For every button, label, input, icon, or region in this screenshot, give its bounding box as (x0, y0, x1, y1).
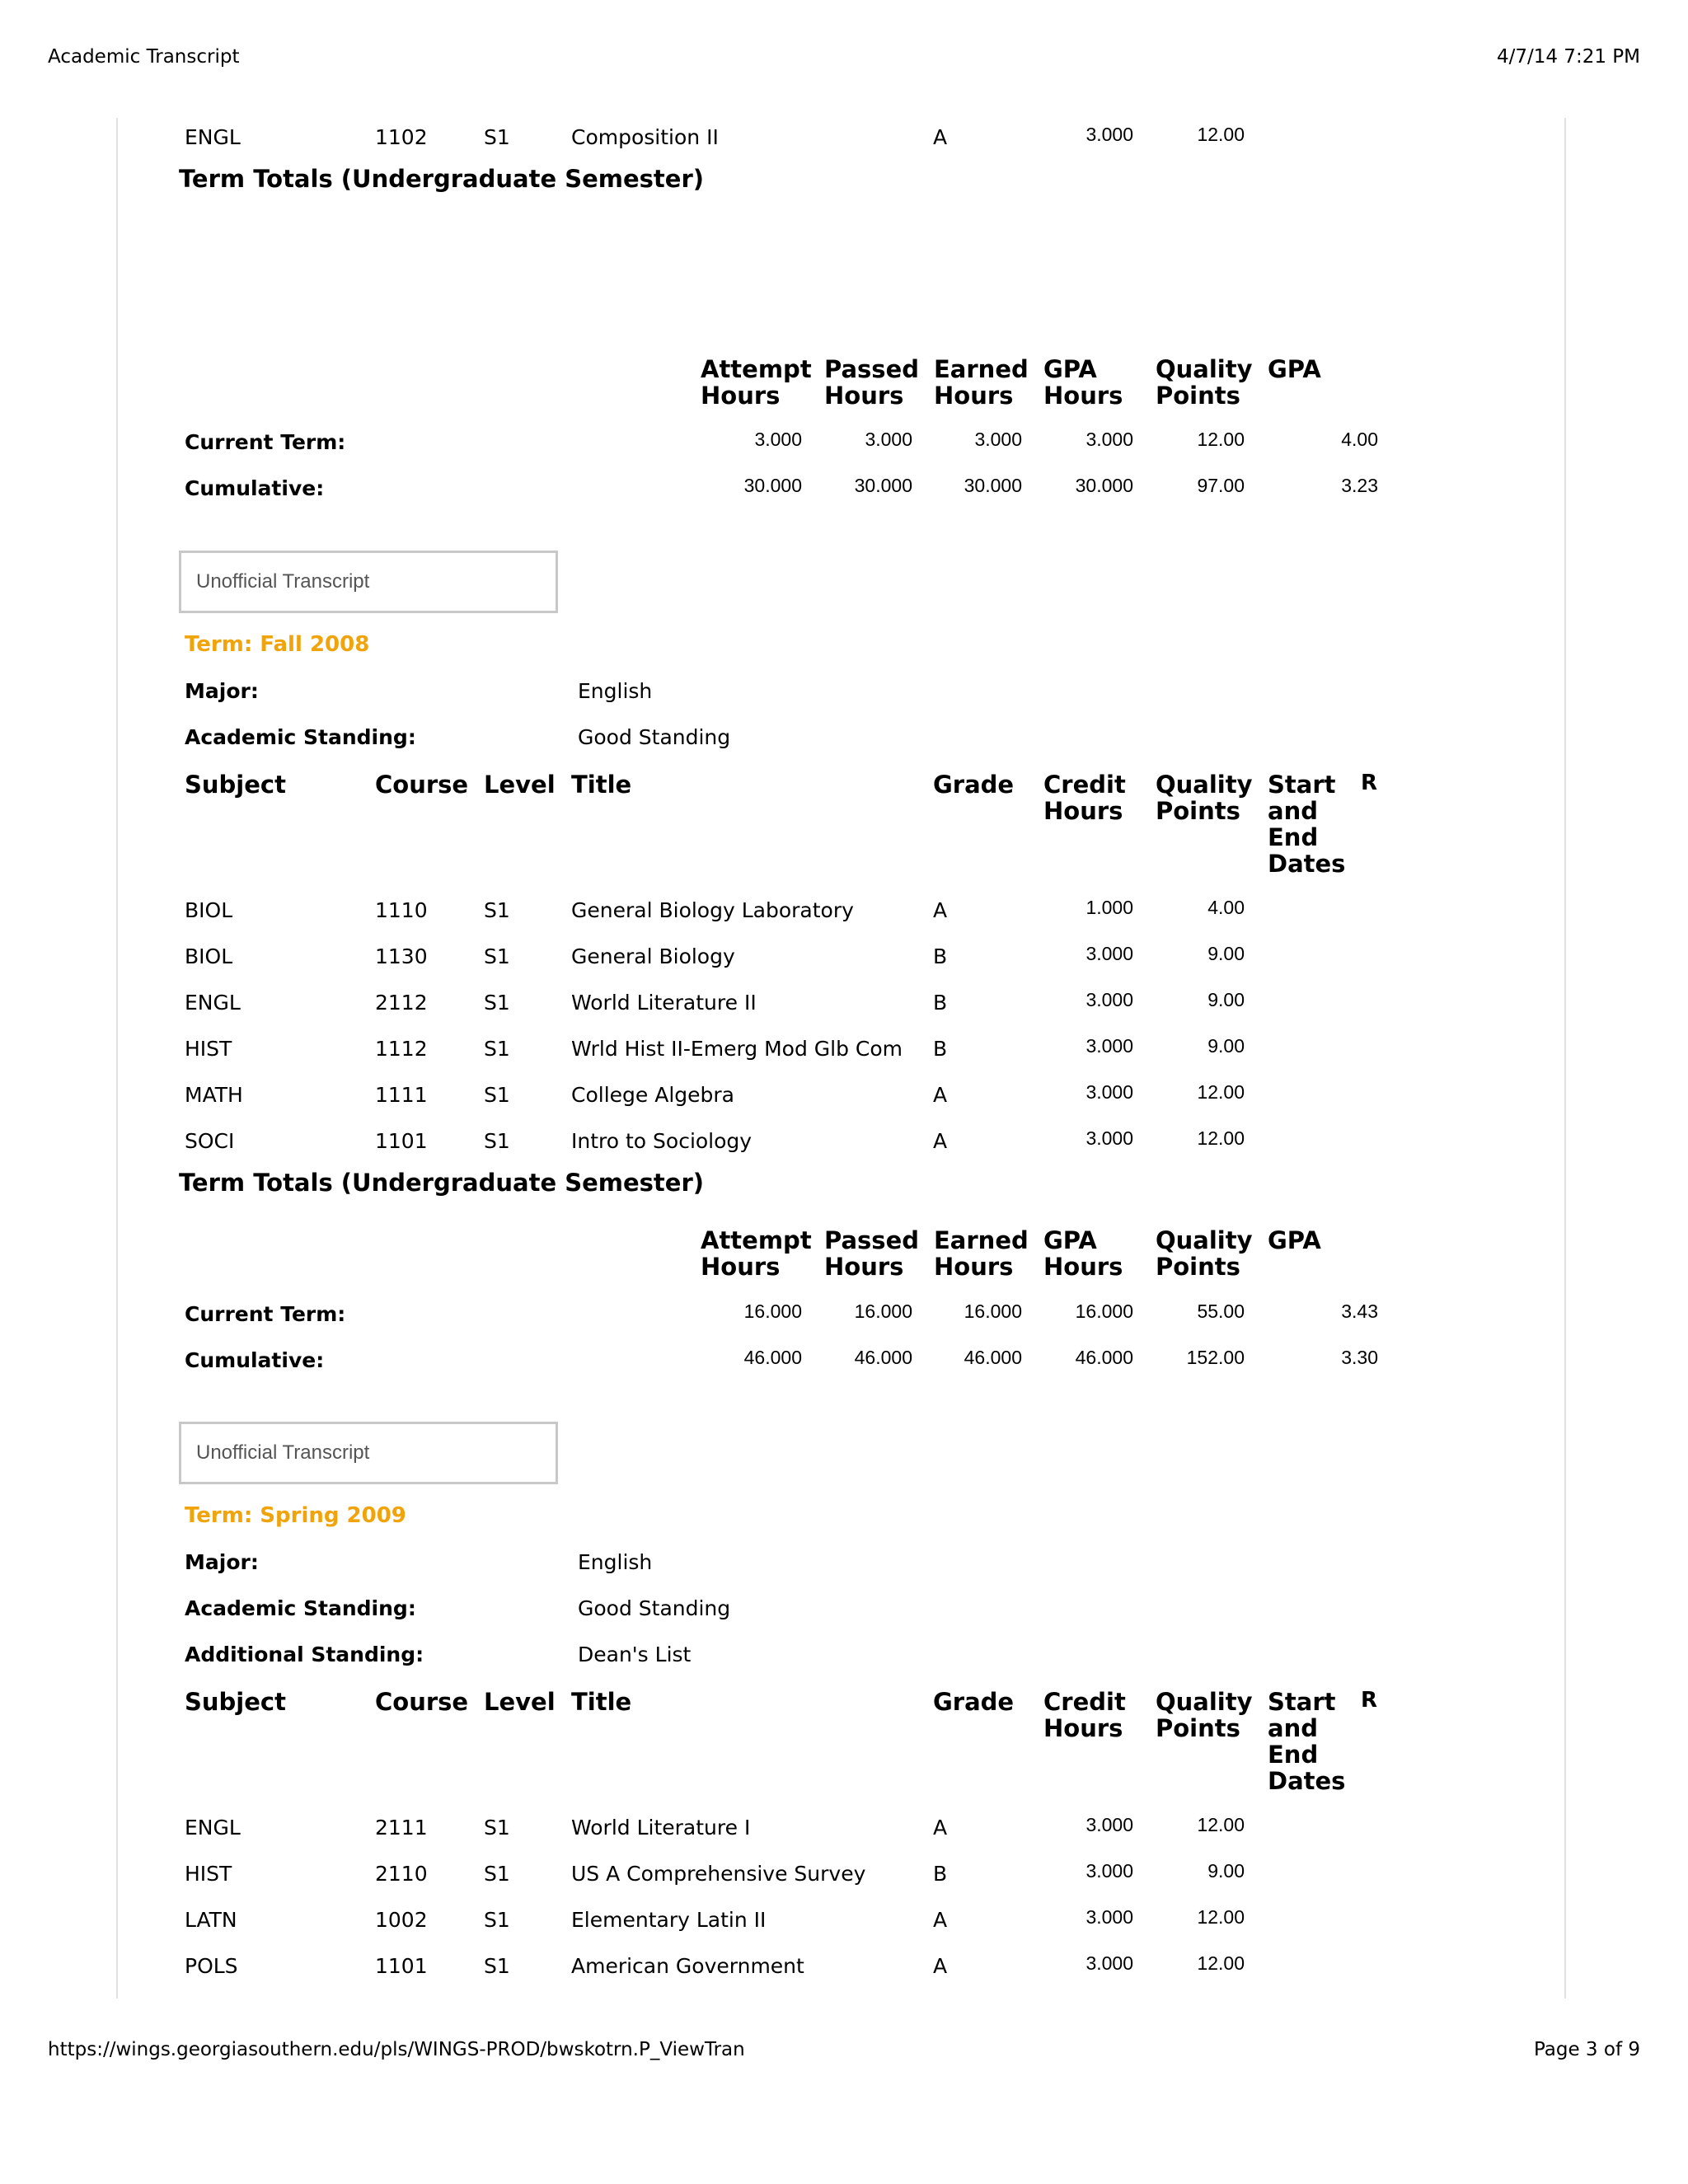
course-number: 2110 (375, 1862, 428, 1886)
course-quality-points: 9.00 (1207, 1035, 1245, 1057)
quality-points-value: 55.00 (1197, 1301, 1245, 1322)
course-number: 1002 (375, 1908, 428, 1932)
gpa-value: 3.43 (1341, 1301, 1378, 1322)
page-footer (48, 2039, 1640, 2060)
course-grade: B (933, 944, 948, 968)
page-url: https://wings.georgiasouthern.edu/pls/WINGS-PROD/bwskotrn.P_ViewTran (48, 2039, 745, 2060)
course-credit-hours: 3.000 (1085, 943, 1133, 964)
title-header: Title (571, 771, 632, 799)
course-credit-hours: 3.000 (1085, 1952, 1133, 1974)
attempt-hours-header: Attempt Hours (701, 1226, 812, 1281)
course-subject: BIOL (185, 898, 233, 922)
course-level: S1 (484, 1037, 510, 1061)
passed-hours-value: 46.000 (854, 1347, 912, 1368)
course-credit-hours: 3.000 (1085, 1814, 1133, 1835)
grade-header: Grade (933, 771, 1015, 799)
passed-hours-value: 30.000 (854, 475, 912, 496)
quality-points-header: Quality Points (1156, 1688, 1253, 1742)
quality-points-header: Quality Points (1156, 355, 1253, 410)
subject-header: Subject (185, 1688, 286, 1716)
major-value: English (578, 1550, 653, 1574)
earned-hours-value: 16.000 (964, 1301, 1022, 1322)
document-title: Academic Transcript (48, 46, 240, 68)
course-credit-hours: 3.000 (1085, 1906, 1133, 1928)
term-totals-heading: Term Totals (Undergraduate Semester) (179, 1169, 704, 1197)
additional-standing-label: Additional Standing: (185, 1643, 424, 1666)
term-heading-spring-2009: Term: Spring 2009 (185, 1503, 406, 1528)
course-grade: B (933, 991, 948, 1015)
gpa-hours-value: 46.000 (1075, 1347, 1133, 1368)
course-level: S1 (484, 1954, 510, 1978)
major-label: Major: (185, 679, 259, 703)
course-quality-points: 12.00 (1197, 1127, 1245, 1149)
earned-hours-value: 3.000 (974, 429, 1022, 450)
course-level: S1 (484, 1816, 510, 1840)
attempt-hours-header: Attempt Hours (701, 355, 812, 410)
earned-hours-header: Earned Hours (934, 355, 1029, 410)
course-subject: HIST (185, 1862, 232, 1886)
course-number: 2111 (375, 1816, 428, 1840)
course-level: S1 (484, 125, 510, 149)
term-heading-fall-2008: Term: Fall 2008 (185, 632, 370, 657)
course-grade: A (933, 1129, 948, 1153)
quality-points-header: Quality Points (1156, 1226, 1253, 1281)
course-credit-hours: 1.000 (1085, 897, 1133, 918)
course-header: Course (375, 1688, 469, 1716)
attempt-hours-value: 30.000 (743, 475, 802, 496)
course-level: S1 (484, 1083, 510, 1107)
academic-standing-value: Good Standing (578, 1596, 731, 1620)
course-grade: A (933, 1816, 948, 1840)
course-quality-points: 9.00 (1207, 989, 1245, 1010)
course-subject: ENGL (185, 991, 241, 1015)
course-title: American Government (571, 1954, 804, 1978)
gpa-header: GPA (1268, 355, 1321, 383)
unofficial-transcript-box: Unofficial Transcript (179, 1422, 558, 1484)
course-title: General Biology (571, 944, 735, 968)
course-number: 1102 (375, 125, 428, 149)
unofficial-transcript-box: Unofficial Transcript (179, 551, 558, 613)
course-title: General Biology Laboratory (571, 898, 854, 922)
course-number: 1112 (375, 1037, 428, 1061)
course-subject: POLS (185, 1954, 238, 1978)
course-header: Course (375, 771, 469, 799)
passed-hours-header: Passed Hours (824, 1226, 919, 1281)
course-quality-points: 12.00 (1197, 1906, 1245, 1928)
quality-points-value: 97.00 (1197, 475, 1245, 496)
course-grade: A (933, 1083, 948, 1107)
course-credit-hours: 3.000 (1085, 1035, 1133, 1057)
course-grade: B (933, 1037, 948, 1061)
course-number: 2112 (375, 991, 428, 1015)
dates-header: Start and End Dates (1268, 771, 1346, 878)
gpa-hours-value: 16.000 (1075, 1301, 1133, 1322)
quality-points-value: 152.00 (1186, 1347, 1245, 1368)
course-number: 1110 (375, 898, 428, 922)
course-credit-hours: 3.000 (1085, 1860, 1133, 1882)
course-level: S1 (484, 1908, 510, 1932)
major-label: Major: (185, 1550, 259, 1574)
course-level: S1 (484, 1129, 510, 1153)
level-header: Level (484, 771, 556, 799)
passed-hours-header: Passed Hours (824, 355, 919, 410)
quality-points-header: Quality Points (1156, 771, 1253, 825)
course-subject: MATH (185, 1083, 243, 1107)
cumulative-label: Cumulative: (185, 1348, 325, 1372)
course-quality-points: 12.00 (1197, 1952, 1245, 1974)
course-credit-hours: 3.000 (1085, 1081, 1133, 1103)
major-value: English (578, 679, 653, 703)
course-title: Elementary Latin II (571, 1908, 767, 1932)
course-title: Composition II (571, 125, 719, 149)
course-quality-points: 9.00 (1207, 1860, 1245, 1882)
course-title: World Literature I (571, 1816, 751, 1840)
course-level: S1 (484, 898, 510, 922)
earned-hours-header: Earned Hours (934, 1226, 1029, 1281)
course-subject: BIOL (185, 944, 233, 968)
course-level: S1 (484, 944, 510, 968)
course-number: 1101 (375, 1129, 428, 1153)
course-level: S1 (484, 1862, 510, 1886)
course-number: 1130 (375, 944, 428, 968)
course-subject: SOCI (185, 1129, 235, 1153)
page-header (48, 46, 1640, 68)
course-title: Wrld Hist II-Emerg Mod Glb Com (571, 1037, 903, 1061)
course-title: College Algebra (571, 1083, 734, 1107)
attempt-hours-value: 16.000 (743, 1301, 802, 1322)
course-quality-points: 12.00 (1197, 124, 1245, 145)
course-quality-points: 12.00 (1197, 1814, 1245, 1835)
course-quality-points: 4.00 (1207, 897, 1245, 918)
academic-standing-label: Academic Standing: (185, 725, 416, 749)
gpa-hours-value: 30.000 (1075, 475, 1133, 496)
course-title: Intro to Sociology (571, 1129, 753, 1153)
course-grade: A (933, 898, 948, 922)
attempt-hours-value: 3.000 (754, 429, 802, 450)
gpa-hours-value: 3.000 (1085, 429, 1133, 450)
earned-hours-value: 30.000 (964, 475, 1022, 496)
course-credit-hours: 3.000 (1085, 124, 1133, 145)
level-header: Level (484, 1688, 556, 1716)
attempt-hours-value: 46.000 (743, 1347, 802, 1368)
passed-hours-value: 16.000 (854, 1301, 912, 1322)
passed-hours-value: 3.000 (865, 429, 912, 450)
current-term-label: Current Term: (185, 430, 346, 454)
academic-standing-label: Academic Standing: (185, 1596, 416, 1620)
course-subject: ENGL (185, 125, 241, 149)
gpa-value: 4.00 (1341, 429, 1378, 450)
earned-hours-value: 46.000 (964, 1347, 1022, 1368)
course-title: US A Comprehensive Survey (571, 1862, 866, 1886)
course-level: S1 (484, 991, 510, 1015)
quality-points-value: 12.00 (1197, 429, 1245, 450)
course-grade: A (933, 1908, 948, 1932)
course-quality-points: 9.00 (1207, 943, 1245, 964)
r-header: R (1361, 771, 1378, 795)
credit-hours-header: Credit Hours (1043, 1688, 1126, 1742)
gpa-header: GPA (1268, 1226, 1321, 1254)
course-quality-points: 12.00 (1197, 1081, 1245, 1103)
course-credit-hours: 3.000 (1085, 989, 1133, 1010)
dates-header: Start and End Dates (1268, 1688, 1346, 1795)
title-header: Title (571, 1688, 632, 1716)
gpa-hours-header: GPA Hours (1043, 355, 1123, 410)
course-credit-hours: 3.000 (1085, 1127, 1133, 1149)
cumulative-label: Cumulative: (185, 476, 325, 500)
course-subject: ENGL (185, 1816, 241, 1840)
gpa-hours-header: GPA Hours (1043, 1226, 1123, 1281)
course-grade: B (933, 1862, 948, 1886)
grade-header: Grade (933, 1688, 1015, 1716)
gpa-value: 3.30 (1341, 1347, 1378, 1368)
credit-hours-header: Credit Hours (1043, 771, 1126, 825)
course-number: 1101 (375, 1954, 428, 1978)
course-title: World Literature II (571, 991, 757, 1015)
academic-standing-value: Good Standing (578, 725, 731, 749)
gpa-value: 3.23 (1341, 475, 1378, 496)
term-totals-heading: Term Totals (Undergraduate Semester) (179, 165, 704, 193)
additional-standing-value: Dean's List (578, 1643, 692, 1666)
course-grade: A (933, 1954, 948, 1978)
print-datetime: 4/7/14 7:21 PM (1496, 46, 1640, 68)
subject-header: Subject (185, 771, 286, 799)
current-term-label: Current Term: (185, 1302, 346, 1326)
page-number: Page 3 of 9 (1533, 2039, 1640, 2060)
course-grade: A (933, 125, 948, 149)
r-header: R (1361, 1688, 1378, 1713)
course-subject: LATN (185, 1908, 237, 1932)
course-number: 1111 (375, 1083, 428, 1107)
course-subject: HIST (185, 1037, 232, 1061)
